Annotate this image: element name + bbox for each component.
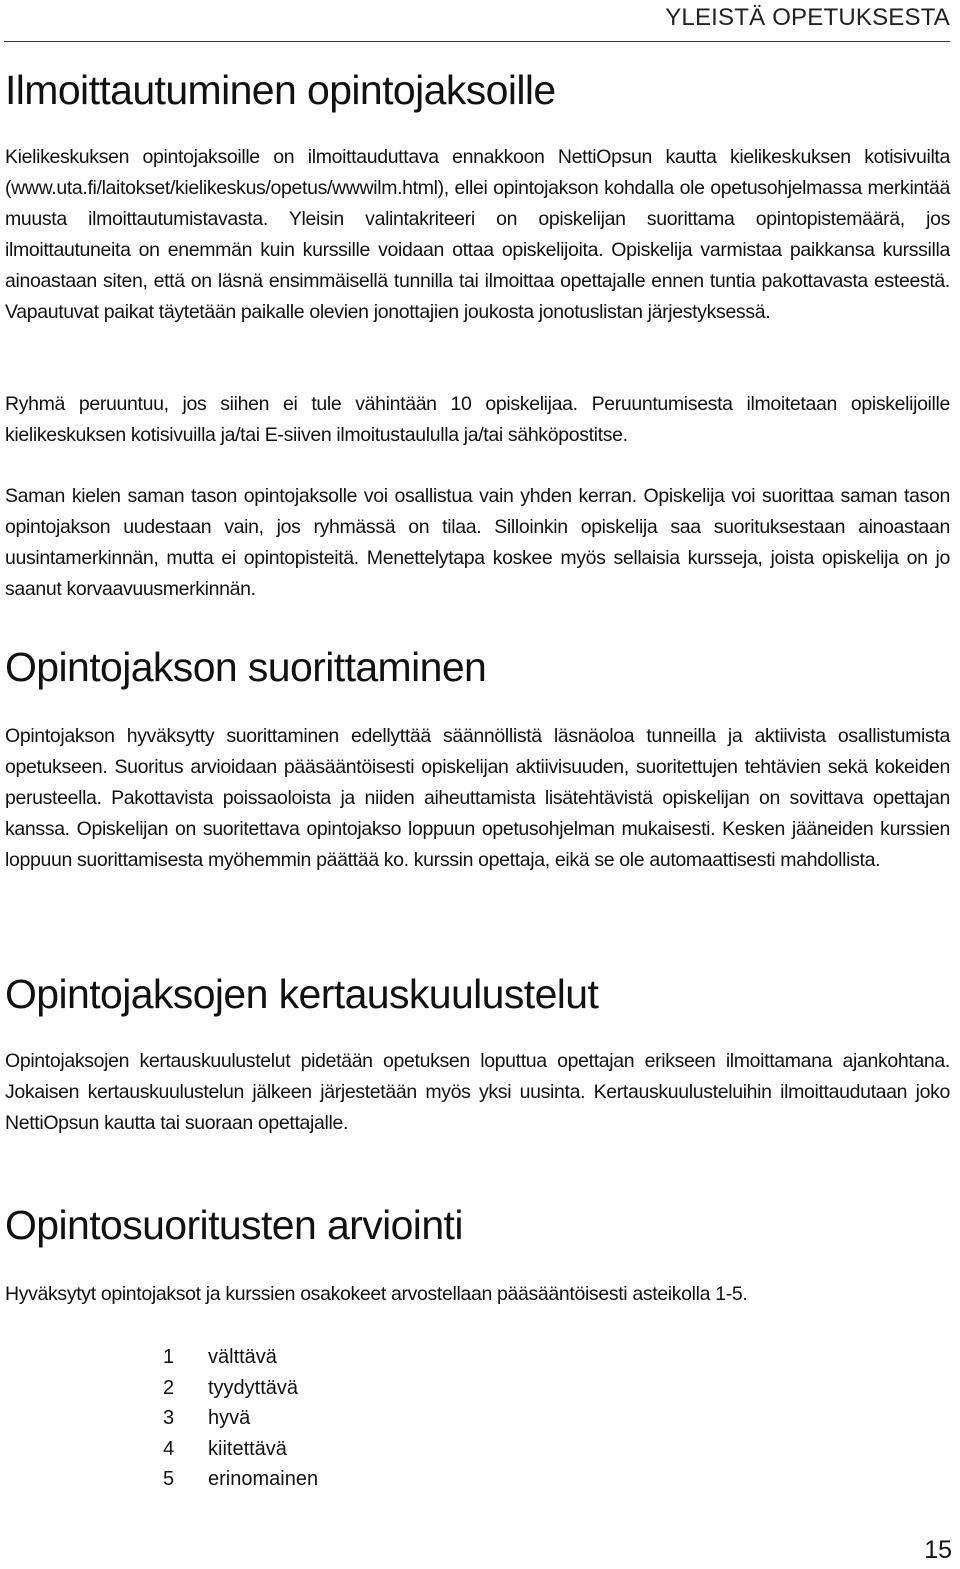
- running-header-section-label: YLEISTÄ OPETUKSESTA: [665, 4, 950, 31]
- page-number: 15: [924, 1536, 952, 1564]
- grade-item: [163, 1464, 318, 1495]
- heading-ilmoittautuminen: Ilmoittautuminen opintojaksoille: [5, 67, 556, 113]
- header-divider: [4, 41, 950, 42]
- grade-item: [163, 1434, 318, 1465]
- paragraph-arviointi: Hyväksytyt opintojaksot ja kurssien osakokeet arvostellaan pääsääntöisesti asteikolla 1-5.: [5, 1283, 748, 1305]
- grade-label: kiitettävä: [208, 1437, 287, 1460]
- grade-number: 3: [163, 1407, 175, 1430]
- paragraph-ilmoittautuminen-2: Ryhmä peruuntuu, jos siihen ei tule vähintään 10 opiskelijaa. Peruuntumisesta ilmoitetaan opiskelijoille kielikeskuksen kotisivuilla ja/tai E-siiven ilmoitustaululla ja/tai sähköpostitse.: [5, 393, 950, 446]
- grade-item: [163, 1342, 318, 1373]
- grade-number: 2: [163, 1376, 175, 1399]
- heading-arviointi: Opintosuoritusten arviointi: [5, 1202, 463, 1248]
- heading-kertauskuulustelut: Opintojaksojen kertauskuulustelut: [5, 971, 599, 1017]
- grade-label: välttävä: [208, 1346, 277, 1368]
- grade-label: erinomainen: [208, 1468, 319, 1491]
- grade-scale-list: [163, 1342, 318, 1495]
- paragraph-suorittaminen: Opintojakson hyväksytty suorittaminen edellyttää säännöllistä läsnäoloa tunneilla ja aktiivista osallistumista opetukseen. Suoritus arvioidaan pääsääntöisesti opiskelijan aktiivisuuden, suoritettujen tehtävien sekä kokeiden perusteella. Pakottavista poissaoloista ja niiden aiheuttamista lisätehtävistä opiskelijan on sovittava opettajan kanssa. Opiskelijan on suoritettava opintojakso loppuun opetusohjelman mukaisesti. Kesken jääneiden kurssien loppuun suorittamisesta myöhemmin päättää ko. kurssin opettaja, eikä se ole automaattisesti mahdollista.: [5, 725, 950, 871]
- grade-item: [163, 1403, 318, 1434]
- paragraph-ilmoittautuminen-1: Kielikeskuksen opintojaksoille on ilmoittauduttava ennakkoon NettiOpsun kautta kielikeskuksen kotisivuilta (www.uta.fi/laitokset/kielikeskus/opetus/wwwilm.html), ellei opintojakson kohdalla ole opetusohjelmassa merkintää muusta ilmoittautumistavasta. Yleisin valintakriteeri on opiskelijan suorittama opintopistemäärä, jos ilmoittautuneita on enemmän kuin kurssille voidaan ottaa opiskelijoita. Opiskelija varmistaa paikkansa kurssilla ainoastaan siten, että on läsnä ensimmäisellä tunnilla tai ilmoittaa opettajalle ennen tuntia pakottavasta esteestä. Vapautuvat paikat täytetään paikalle olevien jonottajien joukosta jonotuslistan järjestyksessä.: [5, 146, 950, 323]
- grade-label: tyydyttävä: [208, 1376, 299, 1399]
- paragraph-ilmoittautuminen-3: Saman kielen saman tason opintojaksolle voi osallistua vain yhden kerran. Opiskelija voi suorittaa saman tason opintojakson uudestaan vain, jos ryhmässä on tilaa. Silloinkin opiskelija saa suorituksestaan ainoastaan uusintamerkinnän, mutta ei opintopisteitä. Menettelytapa koskee myös sellaisia kursseja, joista opiskelija on jo saanut korvaavuusmerkinnän.: [5, 485, 950, 600]
- heading-suorittaminen: Opintojakson suorittaminen: [5, 644, 487, 690]
- grade-number: 1: [163, 1346, 175, 1368]
- grade-number: 5: [163, 1468, 175, 1491]
- paragraph-kertauskuulustelut: Opintojaksojen kertauskuulustelut pidetään opetuksen loputtua opettajan erikseen ilmoittamana ajankohtana. Jokaisen kertauskuulustelun jälkeen järjestetään myös yksi uusinta. Kertauskuulusteluihin ilmoittaudutaan joko NettiOpsun kautta tai suoraan opettajalle.: [5, 1050, 950, 1134]
- grade-number: 4: [163, 1437, 175, 1460]
- grade-label: hyvä: [208, 1407, 251, 1430]
- grade-item: [163, 1373, 318, 1404]
